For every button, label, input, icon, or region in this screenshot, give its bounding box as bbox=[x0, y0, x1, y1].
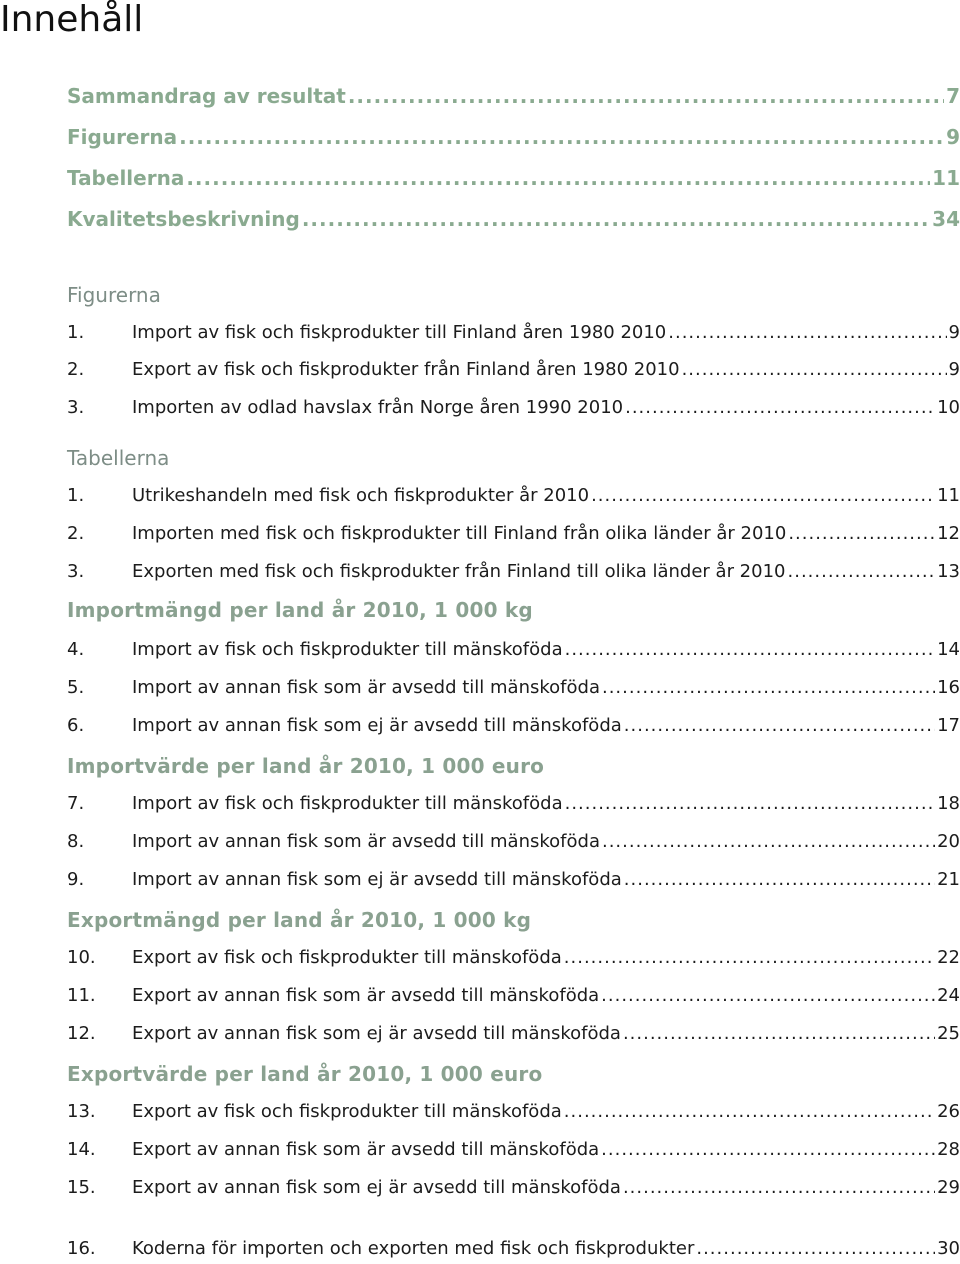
toc-entry-number: 15. bbox=[67, 1177, 96, 1198]
toc-page-number: 11 bbox=[937, 485, 960, 506]
toc-entry-label: Import av annan fisk som är avsedd till mänskoföda bbox=[132, 831, 600, 852]
toc-main-figurerna[interactable] bbox=[67, 125, 960, 149]
toc-entry-label: Export av fisk och fiskprodukter till mänskoföda bbox=[132, 1101, 562, 1122]
page-title: Innehåll bbox=[0, 0, 144, 40]
toc-entry[interactable] bbox=[67, 1101, 960, 1122]
toc-entry-number: 6. bbox=[67, 715, 85, 736]
toc-entry-label: Import av annan fisk som är avsedd till mänskoföda bbox=[132, 677, 600, 698]
toc-entry-number: 9. bbox=[67, 869, 85, 890]
dot-leader bbox=[591, 485, 935, 506]
toc-entry-label: Export av annan fisk som ej är avsedd till mänskoföda bbox=[132, 1177, 621, 1198]
dot-leader bbox=[623, 1023, 935, 1044]
toc-entry-number: 12. bbox=[67, 1023, 96, 1044]
toc-entry-number: 13. bbox=[67, 1101, 96, 1122]
toc-page-number: 34 bbox=[932, 207, 960, 231]
toc-entry[interactable] bbox=[67, 523, 960, 544]
toc-page-number: 9 bbox=[948, 359, 960, 380]
dot-leader bbox=[668, 322, 946, 343]
toc-entry-label: Export av annan fisk som är avsedd till mänskoföda bbox=[132, 1139, 600, 1160]
toc-page-number: 17 bbox=[937, 715, 960, 736]
toc-entry-number: 14. bbox=[67, 1139, 96, 1160]
toc-page-number: 30 bbox=[937, 1238, 960, 1259]
toc-entry[interactable] bbox=[67, 485, 960, 506]
toc-main-label: Sammandrag av resultat bbox=[67, 84, 346, 108]
toc-main-label: Figurerna bbox=[67, 125, 178, 149]
toc-entry[interactable] bbox=[67, 985, 960, 1006]
toc-entry-number: 16. bbox=[67, 1238, 96, 1259]
dot-leader bbox=[179, 125, 944, 149]
dot-leader bbox=[788, 561, 936, 582]
toc-entry-number: 2. bbox=[67, 359, 85, 380]
toc-entry-label: Importen av odlad havslax från Norge åren 1990 2010 bbox=[132, 397, 624, 418]
toc-page-number: 18 bbox=[937, 793, 960, 814]
toc-entry[interactable] bbox=[67, 322, 960, 343]
toc-entry-number: 8. bbox=[67, 831, 85, 852]
toc-entry-label: Import av fisk och fiskprodukter till Finland åren 1980 2010 bbox=[132, 322, 667, 343]
dot-leader bbox=[565, 793, 936, 814]
toc-entry[interactable] bbox=[67, 359, 960, 380]
toc-page-number: 9 bbox=[946, 125, 960, 149]
toc-entry[interactable] bbox=[67, 947, 960, 968]
dot-leader bbox=[682, 359, 947, 380]
toc-main-tabellerna[interactable] bbox=[67, 166, 960, 190]
toc-entry-number: 4. bbox=[67, 639, 85, 660]
toc-entry[interactable] bbox=[67, 1023, 960, 1044]
toc-entry[interactable] bbox=[67, 397, 960, 418]
toc-entry-label: Import av fisk och fiskprodukter till mänskoföda bbox=[132, 793, 563, 814]
toc-page-number: 16 bbox=[937, 677, 960, 698]
dot-leader bbox=[302, 207, 930, 231]
toc-page-number: 9 bbox=[948, 322, 960, 343]
dot-leader bbox=[625, 397, 935, 418]
toc-entry-number: 3. bbox=[67, 397, 85, 418]
toc-page-number: 14 bbox=[937, 639, 960, 660]
toc-entry[interactable] bbox=[67, 1238, 960, 1259]
dot-leader bbox=[564, 947, 935, 968]
toc-entry-label: Koderna för importen och exporten med fisk och fiskprodukter bbox=[132, 1238, 695, 1259]
toc-page-number: 25 bbox=[937, 1023, 960, 1044]
toc-entry[interactable] bbox=[67, 677, 960, 698]
toc-page-number: 29 bbox=[937, 1177, 960, 1198]
dot-leader bbox=[624, 715, 935, 736]
toc-page-number: 13 bbox=[937, 561, 960, 582]
dot-leader bbox=[623, 1177, 935, 1198]
toc-main-kvalitetsbeskrivning[interactable] bbox=[67, 207, 960, 231]
toc-page-number: 20 bbox=[937, 831, 960, 852]
toc-page-number: 11 bbox=[932, 166, 960, 190]
toc-entry-number: 11. bbox=[67, 985, 96, 1006]
toc-entry-number: 1. bbox=[67, 485, 85, 506]
toc-entry-label: Import av fisk och fiskprodukter till mänskoföda bbox=[132, 639, 563, 660]
toc-entry-label: Import av annan fisk som ej är avsedd till mänskoföda bbox=[132, 715, 622, 736]
dot-leader bbox=[186, 166, 930, 190]
dot-leader bbox=[788, 523, 935, 544]
toc-main-label: Kvalitetsbeskrivning bbox=[67, 207, 300, 231]
toc-entry-label: Export av annan fisk som ej är avsedd till mänskoföda bbox=[132, 1023, 621, 1044]
toc-entry[interactable] bbox=[67, 1139, 960, 1160]
toc-entry-label: Import av annan fisk som ej är avsedd till mänskoföda bbox=[132, 869, 622, 890]
toc-page-number: 12 bbox=[937, 523, 960, 544]
dot-leader bbox=[602, 831, 935, 852]
toc-entry-label: Exporten med fisk och fiskprodukter från Finland till olika länder år 2010 bbox=[132, 561, 786, 582]
toc-entry[interactable] bbox=[67, 793, 960, 814]
toc-page-number: 21 bbox=[937, 869, 960, 890]
dot-leader bbox=[602, 677, 935, 698]
toc-entry-label: Export av fisk och fiskprodukter från Finland åren 1980 2010 bbox=[132, 359, 680, 380]
toc-group-heading: Figurerna bbox=[67, 283, 161, 307]
dot-leader bbox=[565, 639, 936, 660]
toc-entry-number: 5. bbox=[67, 677, 85, 698]
dot-leader bbox=[601, 985, 935, 1006]
toc-group-heading: Tabellerna bbox=[67, 446, 170, 470]
toc-group-heading: Exportvärde per land år 2010, 1 000 euro bbox=[67, 1062, 543, 1086]
dot-leader bbox=[564, 1101, 935, 1122]
toc-entry-number: 7. bbox=[67, 793, 85, 814]
toc-page-number: 22 bbox=[937, 947, 960, 968]
toc-group-heading: Importmängd per land år 2010, 1 000 kg bbox=[67, 598, 533, 622]
toc-entry[interactable] bbox=[67, 715, 960, 736]
toc-entry-number: 1. bbox=[67, 322, 85, 343]
toc-entry[interactable] bbox=[67, 1177, 960, 1198]
toc-group-heading: Importvärde per land år 2010, 1 000 euro bbox=[67, 754, 545, 778]
dot-leader bbox=[348, 84, 944, 108]
toc-main-label: Tabellerna bbox=[67, 166, 185, 190]
toc-entry-label: Export av annan fisk som är avsedd till mänskoföda bbox=[132, 985, 600, 1006]
dot-leader bbox=[696, 1238, 935, 1259]
toc-entry-number: 10. bbox=[67, 947, 96, 968]
toc-page-number: 7 bbox=[946, 84, 960, 108]
toc-main-sammandrag[interactable] bbox=[67, 84, 960, 108]
toc-entry[interactable] bbox=[67, 869, 960, 890]
toc-entry-number: 3. bbox=[67, 561, 85, 582]
toc-entry-number: 2. bbox=[67, 523, 85, 544]
toc-entry-label: Utrikeshandeln med fisk och fiskprodukter år 2010 bbox=[132, 485, 590, 506]
dot-leader bbox=[624, 869, 935, 890]
toc-page-number: 26 bbox=[937, 1101, 960, 1122]
toc-entry[interactable] bbox=[67, 639, 960, 660]
toc-page-number: 28 bbox=[937, 1139, 960, 1160]
toc-page-number: 24 bbox=[937, 985, 960, 1006]
toc-entry-label: Export av fisk och fiskprodukter till mänskoföda bbox=[132, 947, 562, 968]
toc-entry-label: Importen med fisk och fiskprodukter till Finland från olika länder år 2010 bbox=[132, 523, 787, 544]
toc-entry[interactable] bbox=[67, 561, 960, 582]
toc-page-number: 10 bbox=[937, 397, 960, 418]
toc-entry[interactable] bbox=[67, 831, 960, 852]
toc-group-heading: Exportmängd per land år 2010, 1 000 kg bbox=[67, 908, 532, 932]
dot-leader bbox=[601, 1139, 935, 1160]
